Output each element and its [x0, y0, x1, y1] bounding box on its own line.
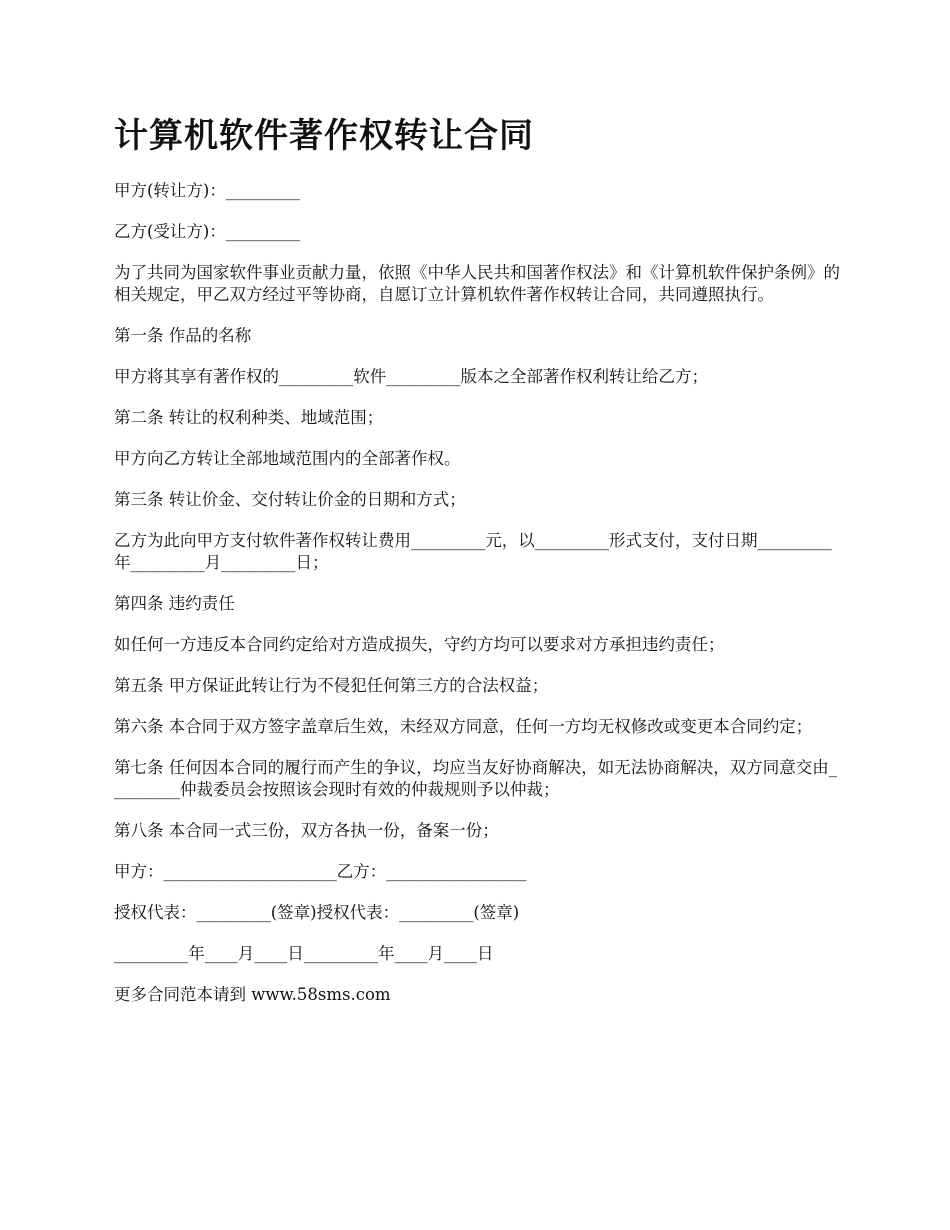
party-b-line: 乙方(受让方)：_________ [114, 222, 301, 241]
preamble-paragraph: 为了共同为国家软件事业贡献力量，依照《中华人民共和国著作权法》和《计算机软件保护条例》的相关规定，甲乙双方经过平等协商，自愿订立计算机软件著作权转让合同，共同遵照执行。 [114, 263, 840, 304]
article-2-body: 甲方向乙方转让全部地域范围内的全部著作权。 [114, 449, 461, 468]
document-title: 计算机软件著作权转让合同 [114, 116, 534, 156]
article-1-body: 甲方将其享有著作权的_________软件_________版本之全部著作权利转让给乙方； [114, 367, 708, 386]
article-1-heading: 第一条 作品的名称 [114, 326, 252, 345]
article-8: 第八条 本合同一式三份，双方各执一份，备案一份； [114, 821, 499, 840]
article-2-heading: 第二条 转让的权利种类、地域范围； [114, 408, 384, 427]
signature-dates-line: _________年____月____日_________年____月____日 [114, 944, 494, 963]
document-page [114, 112, 844, 1025]
signature-representatives-line: 授权代表：_________(签章)授权代表：_________(签章) [114, 903, 520, 922]
article-5: 第五条 甲方保证此转让行为不侵犯任何第三方的合法权益； [114, 676, 549, 695]
article-6: 第六条 本合同于双方签字盖章后生效，未经双方同意，任何一方均无权修改或变更本合同约定； [114, 717, 813, 736]
article-3-body: 乙方为此向甲方支付软件著作权转让费用_________元，以_________形式支付，支付日期_________年_________月_________日； [114, 531, 832, 572]
signature-parties-line: 甲方：_____________________乙方：_________________ [114, 862, 527, 881]
party-a-line: 甲方(转让方)：_________ [114, 181, 301, 200]
article-4-body: 如任何一方违反本合同约定给对方造成损失，守约方均可以要求对方承担违约责任； [114, 635, 725, 654]
footer-more-link: 更多合同范本请到 www.58sms.com [114, 985, 391, 1004]
article-7: 第七条 任何因本合同的履行而产生的争议，均应当友好协商解决，如无法协商解决，双方同意交由_________仲裁委员会按照该会现时有效的仲裁规则予以仲裁； [114, 758, 837, 799]
article-3-heading: 第三条 转让价金、交付转让价金的日期和方式； [114, 490, 466, 509]
article-4-heading: 第四条 违约责任 [114, 594, 235, 613]
